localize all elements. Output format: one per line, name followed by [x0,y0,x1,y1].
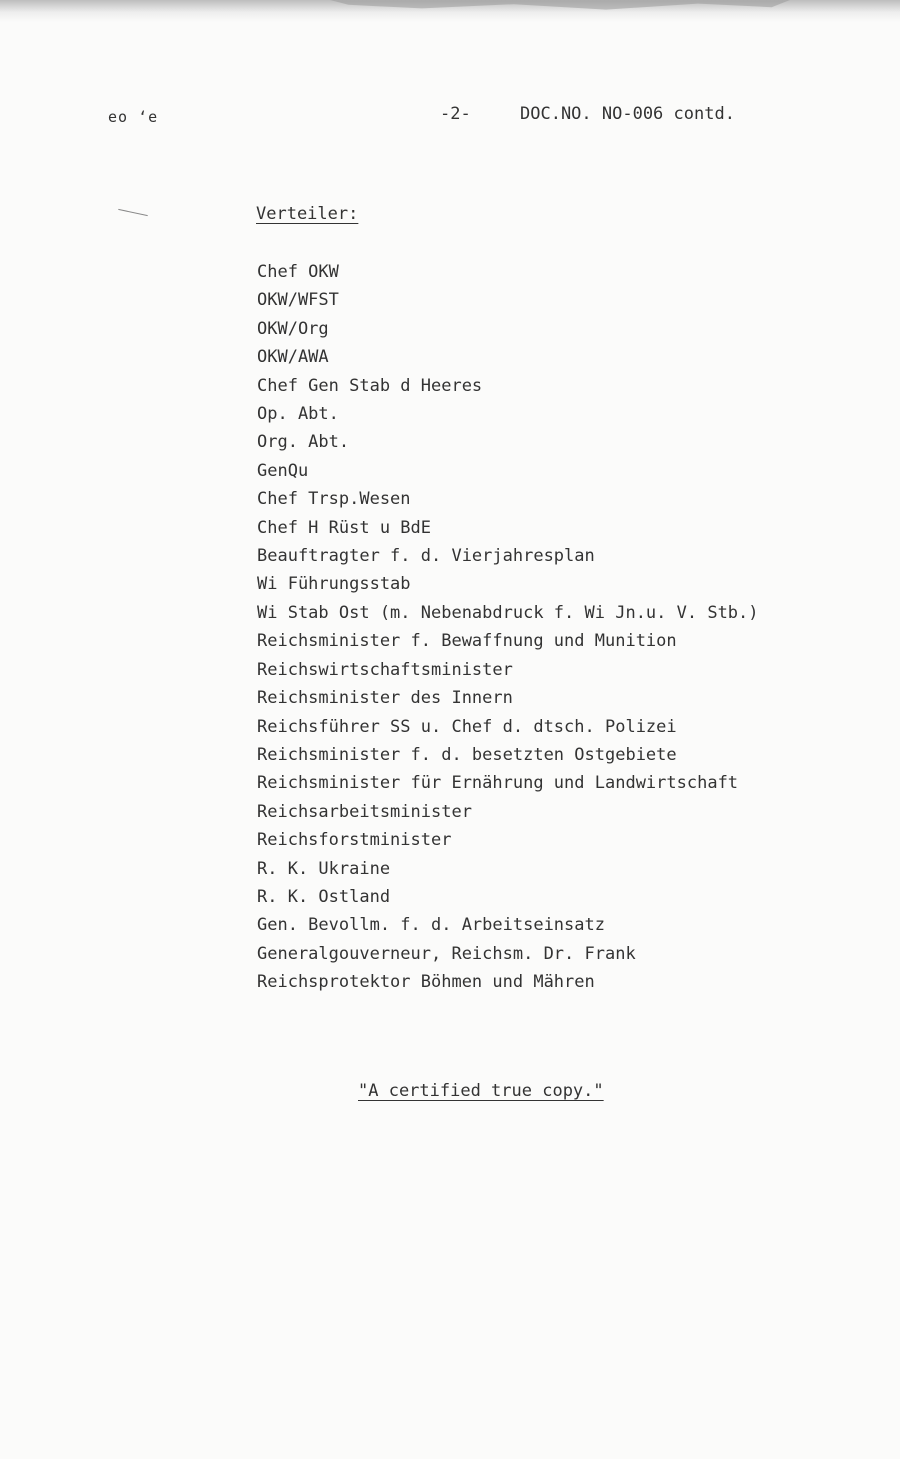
list-item: Reichsminister f. Bewaffnung und Munition [257,631,677,652]
page-number: -2- [440,104,471,124]
list-item: Chef OKW [257,262,339,282]
margin-scratch [118,209,148,216]
list-item: Generalgouverneur, Reichsm. Dr. Frank [257,943,636,964]
list-item: R. K. Ukraine [257,858,391,879]
distribution-heading: Verteiler: [256,204,359,224]
list-item: Org. Abt. [257,432,350,453]
list-item: Reichsarbeitsminister [257,801,472,822]
list-item: Chef Gen Stab d Heeres [257,375,483,396]
list-item: Reichsminister des Innern [257,688,513,709]
list-item: Reichsprotektor Böhmen und Mähren [257,972,595,993]
list-item: Reichsforstminister [257,830,452,851]
document-reference: DOC.NO. NO-006 contd. [520,104,735,124]
list-item: OKW/AWA [257,347,329,368]
list-item: Chef H Rüst u BdE [257,517,431,538]
list-item: Gen. Bevollm. f. d. Arbeitseinsatz [257,915,605,936]
list-item: Reichswirtschaftsminister [257,659,513,680]
list-item: Wi Führungsstab [257,574,411,595]
list-item: Wi Stab Ost (m. Nebenabdruck f. Wi Jn.u. V. Stb.) [257,602,759,623]
list-item: Op. Abt. [257,404,339,425]
distribution-list [257,258,759,997]
list-item: Chef Trsp.Wesen [257,489,411,510]
list-item: R. K. Ostland [257,886,391,907]
list-item: Reichsminister f. d. besetzten Ostgebiete [257,744,677,765]
list-item: GenQu [257,460,309,481]
list-item: Reichsminister für Ernährung und Landwirtschaft [257,773,739,794]
certification-line: "A certified true copy." [358,1081,604,1101]
list-item: Reichsführer SS u. Chef d. dtsch. Polizei [257,716,677,737]
list-item: OKW/Org [257,318,329,339]
list-item: Beauftragter f. d. Vierjahresplan [257,546,595,567]
header-mark: eo ‘e [108,108,159,126]
list-item: OKW/WFST [257,290,339,311]
